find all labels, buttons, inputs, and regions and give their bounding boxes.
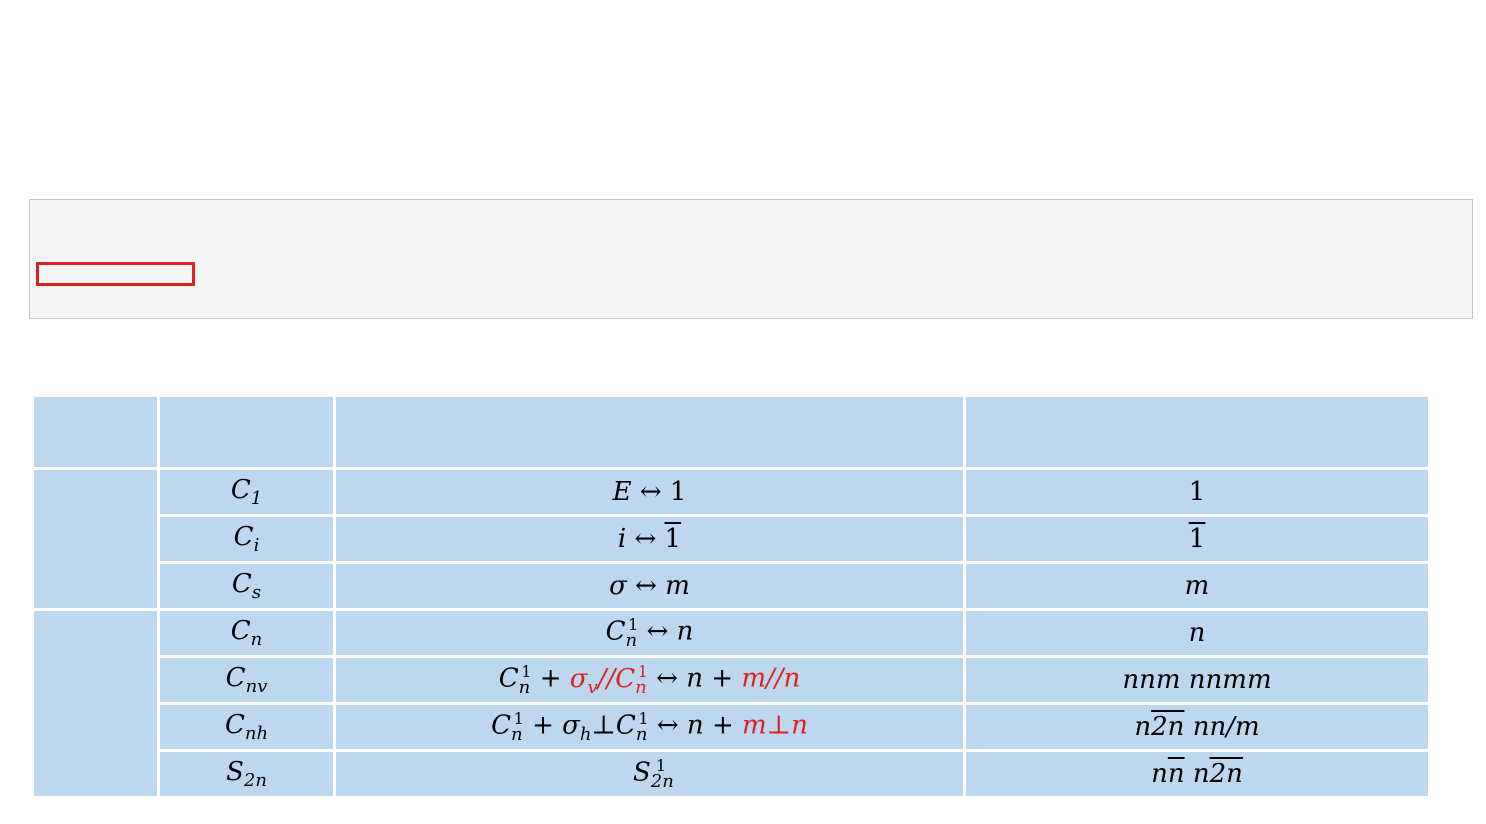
symbol-cell: $C_{nv}$: [160, 658, 333, 702]
point-group-table: [29, 199, 1473, 319]
highlight-box: [36, 262, 195, 286]
hm-cell: n2n nn/m: [966, 705, 1428, 749]
symbol-cell: $C_n$: [160, 611, 333, 655]
symbol-cell: $C_{nh}$: [160, 705, 333, 749]
category-axial: [34, 611, 157, 796]
table-row: [34, 517, 1428, 561]
category-non-axial: [34, 470, 157, 608]
header-hm: [966, 397, 1428, 467]
generator-cell: σ ↔ m: [336, 564, 963, 608]
symbol-cell: $C_i$: [160, 517, 333, 561]
table-row: [34, 752, 1428, 796]
hm-cell: m: [966, 564, 1428, 608]
group-table-header: [34, 397, 1428, 467]
header-generators: [336, 397, 963, 467]
hm-cell: nnm nnmm: [966, 658, 1428, 702]
header-category: [34, 397, 157, 467]
hm-cell: $n\overline{n}$ n2n: [966, 752, 1428, 796]
symbol-cell: $C_s$: [160, 564, 333, 608]
table-row: [34, 470, 1428, 514]
generator-cell: $C_n^1 + \sigma_v//C_n^1$ ↔ n + m//n: [336, 658, 963, 702]
generator-cell: $C_n^1$ ↔ n: [336, 611, 963, 655]
generator-cell: E ↔ 1: [336, 470, 963, 514]
symbol-cell: $S_{2n}$: [160, 752, 333, 796]
table-row: [34, 611, 1428, 655]
header-schoenflies: [160, 397, 333, 467]
hm-cell: 1: [966, 470, 1428, 514]
symbol-cell: $C_1$: [160, 470, 333, 514]
table-row: [34, 705, 1428, 749]
hm-cell: 1: [966, 517, 1428, 561]
generator-cell: $S_{2n}^1$: [336, 752, 963, 796]
table-row: [34, 658, 1428, 702]
group-table: [31, 394, 1431, 799]
hm-cell: n: [966, 611, 1428, 655]
generator-cell: i ↔ 1: [336, 517, 963, 561]
generator-cell: $C_n^1$ + $\sigma_h\perp C_n^1$ ↔ n + m⊥n: [336, 705, 963, 749]
table-row: [34, 564, 1428, 608]
